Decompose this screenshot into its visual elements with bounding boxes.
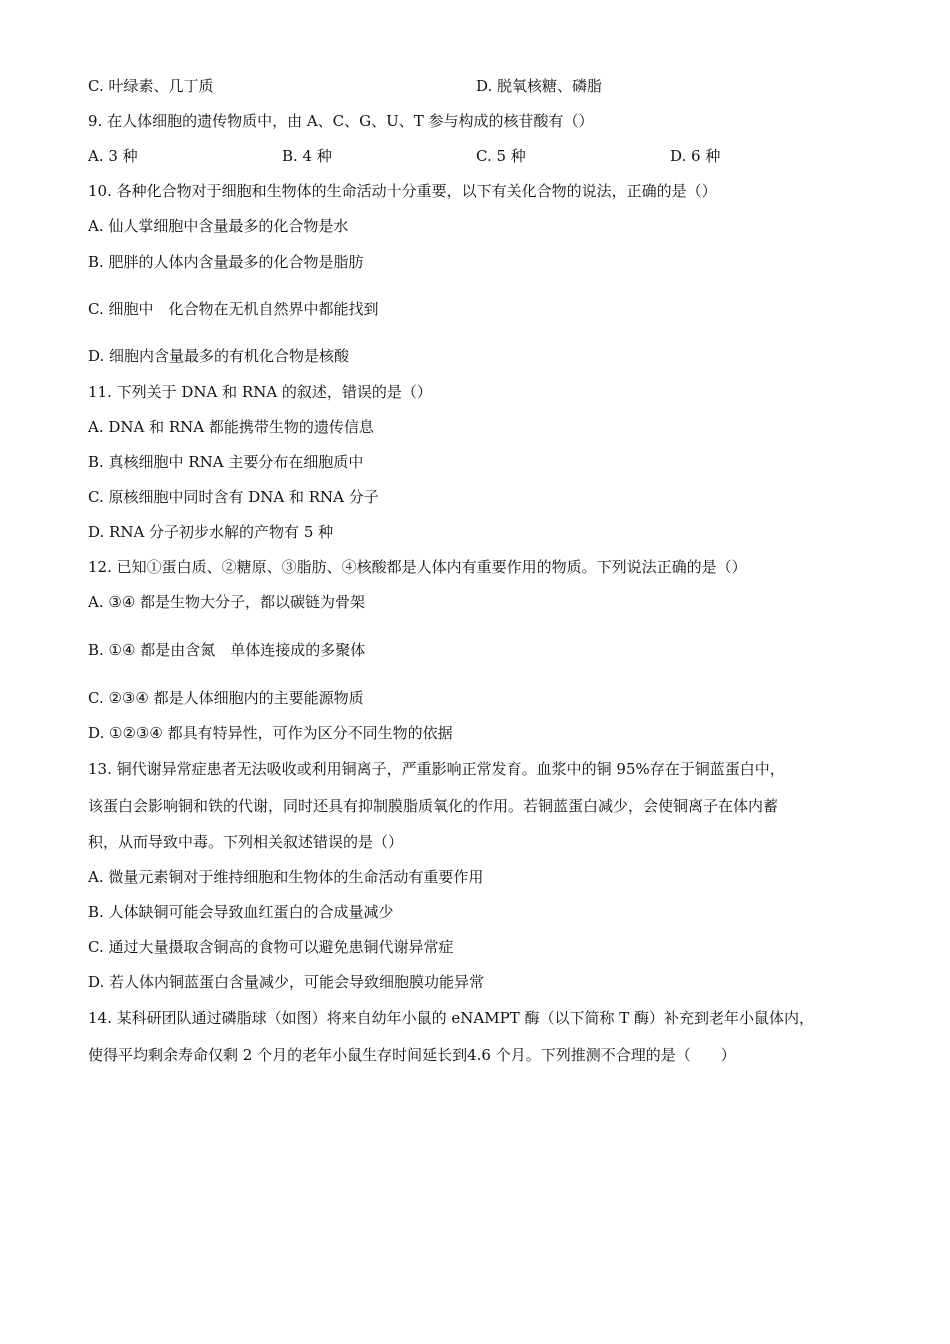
q13-option-c: C. 通过大量摄取含铜高的食物可以避免患铜代谢异常症 <box>88 938 454 956</box>
q9-option-c: C. 5 种 <box>476 147 526 165</box>
q14-stem-line2: 使得平均剩余寿命仅剩 2 个月的老年小鼠生存时间延长到4.6 个月。下列推测不合理的是（ ） <box>88 1046 736 1064</box>
q9-stem: 9. 在人体细胞的遗传物质中，由 A、C、G、U、T 参与构成的核苷酸有（） <box>88 112 594 130</box>
q10-option-a: A. 仙人掌细胞中含量最多的化合物是水 <box>88 217 349 235</box>
q10-option-b: B. 肥胖的人体内含量最多的化合物是脂肪 <box>88 253 364 271</box>
q13-stem-line1: 13. 铜代谢异常症患者无法吸收或利用铜离子，严重影响正常发育。血浆中的铜 95%存在于铜蓝蛋白中， <box>88 760 785 778</box>
q13-option-b: B. 人体缺铜可能会导致血红蛋白的合成量减少 <box>88 903 394 921</box>
q13-option-d: D. 若人体内铜蓝蛋白含量减少，可能会导致细胞膜功能异常 <box>88 973 485 991</box>
q11-option-c: C. 原核细胞中同时含有 DNA 和 RNA 分子 <box>88 488 379 506</box>
q9-option-b: B. 4 种 <box>282 147 332 165</box>
q13-stem-line2: 该蛋白会影响铜和铁的代谢，同时还具有抑制膜脂质氧化的作用。若铜蓝蛋白减少，会使铜离子在体内蓄 <box>88 797 779 815</box>
q12-option-d: D. ①②③④ 都具有特异性，可作为区分不同生物的依据 <box>88 724 453 742</box>
q10-stem: 10. 各种化合物对于细胞和生物体的生命活动十分重要，以下有关化合物的说法，正确的是（） <box>88 182 717 200</box>
q12-option-a: A. ③④ 都是生物大分子，都以碳链为骨架 <box>88 593 366 611</box>
q10-option-d: D. 细胞内含量最多的有机化合物是核酸 <box>88 347 350 365</box>
q9-option-a: A. 3 种 <box>88 147 138 165</box>
q14-stem-line1: 14. 某科研团队通过磷脂球（如图）将来自幼年小鼠的 eNAMPT 酶（以下简称 T 酶）补充到老年小鼠体内， <box>88 1009 814 1027</box>
q9-option-d: D. 6 种 <box>670 147 721 165</box>
q11-option-b: B. 真核细胞中 RNA 主要分布在细胞质中 <box>88 453 364 471</box>
q12-option-c: C. ②③④ 都是人体细胞内的主要能源物质 <box>88 689 364 707</box>
q8-option-d: D. 脱氧核糖、磷脂 <box>476 77 603 95</box>
q12-stem: 12. 已知①蛋白质、②糖原、③脂肪、④核酸都是人体内有重要作用的物质。下列说法正确的是（） <box>88 558 747 576</box>
q13-stem-line3: 积，从而导致中毒。下列相关叙述错误的是（） <box>88 833 404 851</box>
q11-option-d: D. RNA 分子初步水解的产物有 5 种 <box>88 523 334 541</box>
q8-option-c: C. 叶绿素、几丁质 <box>88 77 214 95</box>
q10-option-c: C. 细胞中 化合物在无机自然界中都能找到 <box>88 300 379 318</box>
q13-option-a: A. 微量元素铜对于维持细胞和生物体的生命活动有重要作用 <box>88 868 484 886</box>
q12-option-b: B. ①④ 都是由含氮 单体连接成的多聚体 <box>88 641 366 659</box>
q11-option-a: A. DNA 和 RNA 都能携带生物的遗传信息 <box>88 418 374 436</box>
q11-stem: 11. 下列关于 DNA 和 RNA 的叙述，错误的是（） <box>88 383 432 401</box>
